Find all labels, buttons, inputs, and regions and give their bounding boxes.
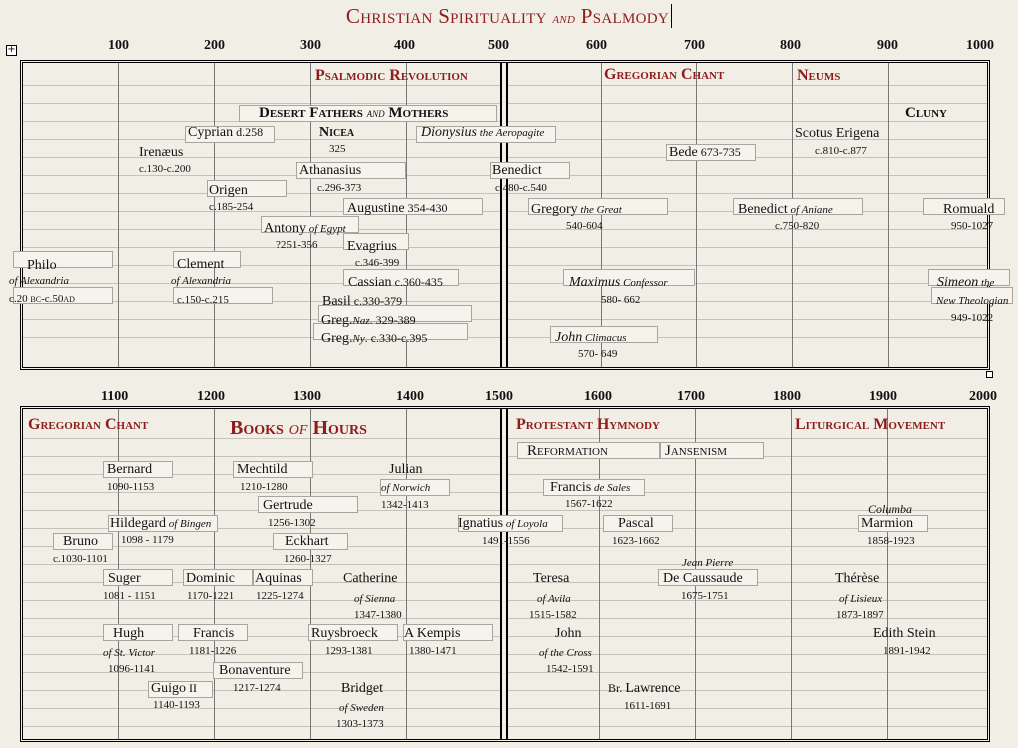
date-clement: c.150-c.215	[177, 294, 229, 306]
date-marmion: 1858-1923	[867, 535, 915, 547]
date-ignatius: 1491-1556	[482, 535, 530, 547]
scale-label: 500	[488, 38, 509, 53]
figure-ruysbroeck: Ruysbroeck	[311, 626, 378, 641]
date-julian: 1342-1413	[381, 499, 429, 511]
scale-label: 1400	[396, 389, 424, 404]
figure-edith-stein: Edith Stein	[873, 626, 936, 641]
date-bruno: c.1030-1101	[53, 553, 108, 565]
date-hugh: 1096-1141	[108, 663, 156, 675]
epithet-catherine: of Sienna	[354, 593, 396, 605]
header-gregorian-chant: Gregorian Chant	[28, 416, 149, 433]
date-br-lawrence: 1611-1691	[624, 700, 672, 712]
date-bonaventure: 1217-1274	[233, 682, 281, 694]
figure-scotus-erigena: Scotus Erigena	[795, 126, 880, 141]
figure-maximus: Maximus Confessor	[569, 275, 668, 290]
figure-simeon: Simeon the	[937, 275, 995, 290]
date-aquinas: 1225-1274	[256, 590, 304, 602]
date-pascal: 1623-1662	[612, 535, 660, 547]
date-ruysbroeck: 1293-1381	[325, 645, 373, 657]
date-benedict: c.480-c.540	[495, 182, 547, 194]
date-maximus: 580- 662	[601, 294, 641, 306]
timeline-panel-bottom	[20, 406, 990, 742]
table-move-handle[interactable]: +	[7, 44, 16, 55]
figure-catherine: Catherine	[343, 571, 398, 586]
era-cluny: Cluny	[905, 105, 948, 121]
figure-gregory-the-great: Gregory the Great	[531, 202, 622, 217]
date-guigo: 1140-1193	[153, 699, 200, 711]
timeline-panel-top	[9, 60, 1009, 370]
era-jansenism: Jansenism	[665, 443, 728, 459]
date-evagrius: c.346-399	[355, 257, 400, 269]
date-john-of-the-cross: 1542-1591	[546, 663, 594, 675]
epithet-clement: of Alexandria	[171, 275, 231, 287]
figure-bridget: Bridget	[341, 681, 383, 696]
figure-john-climacus: John Climacus	[555, 330, 627, 345]
epithet-simeon: New Theologian	[936, 295, 1009, 307]
header-neums: Neums	[797, 67, 841, 84]
date-francis: 1181-1226	[189, 645, 237, 657]
figure-de-caussade: De Caussaude	[663, 571, 743, 586]
figure-guigo: Guigo II	[151, 681, 197, 696]
date-simeon: 949-1022	[951, 312, 994, 324]
date-gregory: 540-604	[566, 220, 603, 232]
date-irenaeus: c.130-c.200	[139, 163, 191, 175]
figure-benedict: Benedict	[492, 163, 542, 178]
figure-hugh: Hugh	[113, 626, 145, 641]
figure-teresa: Teresa	[533, 571, 570, 586]
date-hildegard: 1098 - 1179	[121, 534, 174, 546]
date-philo: c.20 bc-c.50ad	[9, 293, 75, 305]
epithet-therese: of Lisieux	[839, 593, 883, 605]
scale-label: 300	[300, 38, 321, 53]
date-edith-stein: 1891-1942	[883, 645, 931, 657]
figure-dominic: Dominic	[186, 571, 235, 586]
scale-label: 900	[877, 38, 898, 53]
figure-bede: Bede 673-735	[669, 145, 741, 160]
scale-label: 400	[394, 38, 415, 53]
figure-antony: Antony of Egypt	[264, 221, 346, 236]
figure-a-kempis: A Kempis	[404, 626, 461, 641]
figure-clement: Clement	[177, 257, 225, 272]
scale-label: 800	[780, 38, 801, 53]
figure-eckhart: Eckhart	[285, 534, 329, 549]
figure-suger: Suger	[108, 571, 141, 586]
figure-origen: Origen	[209, 183, 248, 198]
epithet-bridget: of Sweden	[339, 702, 384, 714]
date-catherine: 1347-1380	[354, 609, 402, 621]
page-title: Christian Spirituality and Psalmody	[0, 4, 1018, 29]
epithet-julian: of Norwich	[381, 482, 431, 494]
figure-columba: Columba	[868, 502, 913, 516]
date-suger: 1081 - 1151	[103, 590, 156, 602]
date-therese: 1873-1897	[836, 609, 884, 621]
figure-francis: Francis	[193, 626, 235, 641]
scale-label: 2000	[969, 389, 997, 404]
table-resize-handle[interactable]	[986, 371, 993, 378]
date-john-climacus: 570- 649	[578, 348, 618, 360]
epithet-john-of-the-cross: of the Cross	[539, 647, 592, 659]
figure-bruno: Bruno	[63, 534, 98, 549]
figure-bernard: Bernard	[107, 462, 153, 477]
figure-cyprian: Cyprian d.258	[188, 125, 264, 140]
header-gregorian-chant: Gregorian Chant	[604, 66, 725, 83]
figure-evagrius: Evagrius	[347, 239, 397, 254]
figure-benedict-aniane: Benedict of Aniane	[738, 202, 833, 217]
header-books-of-hours: Books of Hours	[230, 417, 367, 439]
figure-john-of-the-cross: John	[555, 626, 582, 641]
header-protestant-hymnody: Protestant Hymnody	[516, 416, 660, 433]
date-dominic: 1170-1221	[187, 590, 235, 602]
era-desert-fathers: Desert Fathers and Mothers	[259, 105, 449, 121]
date-eckhart: 1260-1327	[284, 553, 332, 565]
figure-julian: Julian	[389, 462, 423, 477]
date-antony: ?251-356	[276, 239, 318, 251]
date-bridget: 1303-1373	[336, 718, 384, 730]
date-mechtild: 1210-1280	[240, 481, 288, 493]
date-francis-de-sales: 1567-1622	[565, 498, 613, 510]
scale-label: 1700	[677, 389, 705, 404]
figure-aquinas: Aquinas	[255, 571, 302, 586]
event-nicea: Nicea	[319, 125, 355, 140]
date-bernard: 1090-1153	[107, 481, 155, 493]
figure-gregory-nyssa: Greg.Ny. c.330-c.395	[321, 331, 428, 346]
label-jean-pierre: Jean Pierre	[682, 557, 734, 569]
figure-therese: Thérèse	[835, 571, 880, 586]
figure-romuald: Romuald	[943, 202, 995, 217]
figure-bonaventure: Bonaventure	[219, 663, 291, 678]
figure-mechtild: Mechtild	[237, 462, 288, 477]
epithet-teresa: of Avila	[537, 593, 571, 605]
figure-basil: Basil c.330-379	[322, 294, 403, 309]
date-teresa: 1515-1582	[529, 609, 577, 621]
scale-label: 1500	[485, 389, 513, 404]
epithet-hugh: of St. Victor	[103, 647, 156, 659]
header-psalmodic-revolution: Psalmodic Revolution	[315, 67, 468, 84]
figure-ignatius: Ignatius of Loyola	[458, 516, 548, 531]
scale-label: 100	[108, 38, 129, 53]
scale-label: 700	[684, 38, 705, 53]
figure-cassian: Cassian c.360-435	[348, 275, 443, 290]
scale-label: 1800	[773, 389, 801, 404]
epithet-philo: of Alexandria	[9, 275, 69, 287]
date-scotus-erigena: c.810-c.877	[815, 145, 867, 157]
date-benedict-aniane: c.750-820	[775, 220, 820, 232]
era-reformation: Reformation	[527, 443, 608, 459]
date-de-caussade: 1675-1751	[681, 590, 729, 602]
figure-francis-de-sales: Francis de Sales	[550, 480, 631, 495]
date-nicea: 325	[329, 143, 346, 155]
scale-label: 1900	[869, 389, 897, 404]
scale-label: 1200	[197, 389, 225, 404]
scale-label: 1000	[966, 38, 994, 53]
date-romuald: 950-1027	[951, 220, 994, 232]
figure-pascal: Pascal	[618, 516, 654, 531]
figure-gregory-nazianzus: Greg.Naz. 329-389	[321, 313, 416, 328]
figure-hildegard: Hildegard of Bingen	[110, 516, 212, 531]
header-liturgical-movement: Liturgical Movement	[795, 416, 946, 433]
scale-label: 200	[204, 38, 225, 53]
scale-label: 600	[586, 38, 607, 53]
scale-label: 1100	[101, 389, 129, 404]
figure-gertrude: Gertrude	[263, 498, 313, 513]
figure-dionysius: Dionysius the Aeropagite	[421, 125, 545, 140]
date-gertrude: 1256-1302	[268, 517, 316, 529]
date-athanasius: c.296-373	[317, 182, 362, 194]
figure-philo: Philo	[27, 258, 57, 273]
scale-label: 1600	[584, 389, 612, 404]
scale-label: 1300	[293, 389, 321, 404]
date-a-kempis: 1380-1471	[409, 645, 457, 657]
figure-irenaeus: Irenæus	[139, 145, 184, 160]
figure-br-lawrence: Br. Lawrence	[608, 681, 681, 696]
figure-marmion: Marmion	[861, 516, 914, 531]
date-origen: c.185-254	[209, 201, 254, 213]
figure-athanasius: Athanasius	[299, 163, 362, 178]
figure-augustine: Augustine 354-430	[347, 201, 448, 216]
